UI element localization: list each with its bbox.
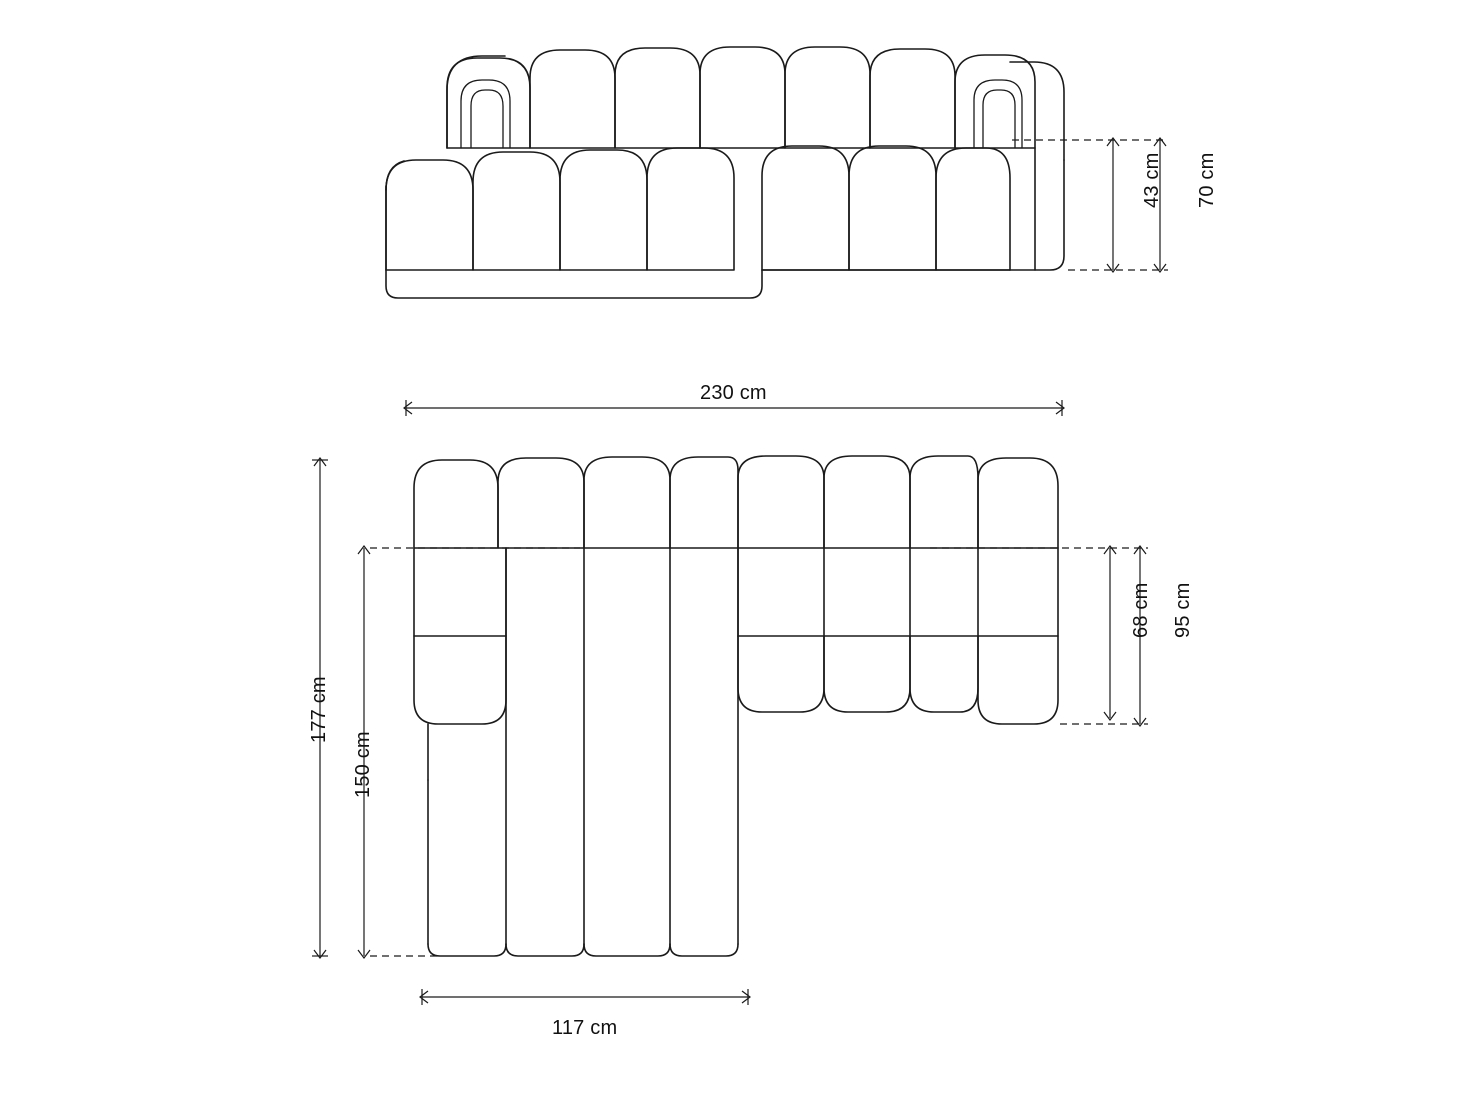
dimension-chaise-width [420,989,750,1005]
dimension-label-module-depth: 95 cm [1172,582,1194,638]
dimension-chaise-depth [358,546,580,958]
top-view-group [414,456,1058,956]
dimension-label-chaise-width: 117 cm [552,1017,618,1039]
dimension-label-seat-depth: 68 cm [1130,582,1152,638]
dimension-seat-height [1107,138,1119,272]
dimension-label-overall-height: 70 cm [1196,152,1218,208]
dimension-seat-depth [1104,546,1116,720]
dimension-label-overall-depth: 177 cm [308,676,330,743]
front-view-group [386,47,1064,298]
dimension-label-chaise-depth: 150 cm [352,731,374,798]
dimension-label-seat-height: 43 cm [1141,152,1163,208]
dimension-label-overall-width: 230 cm [700,382,767,404]
